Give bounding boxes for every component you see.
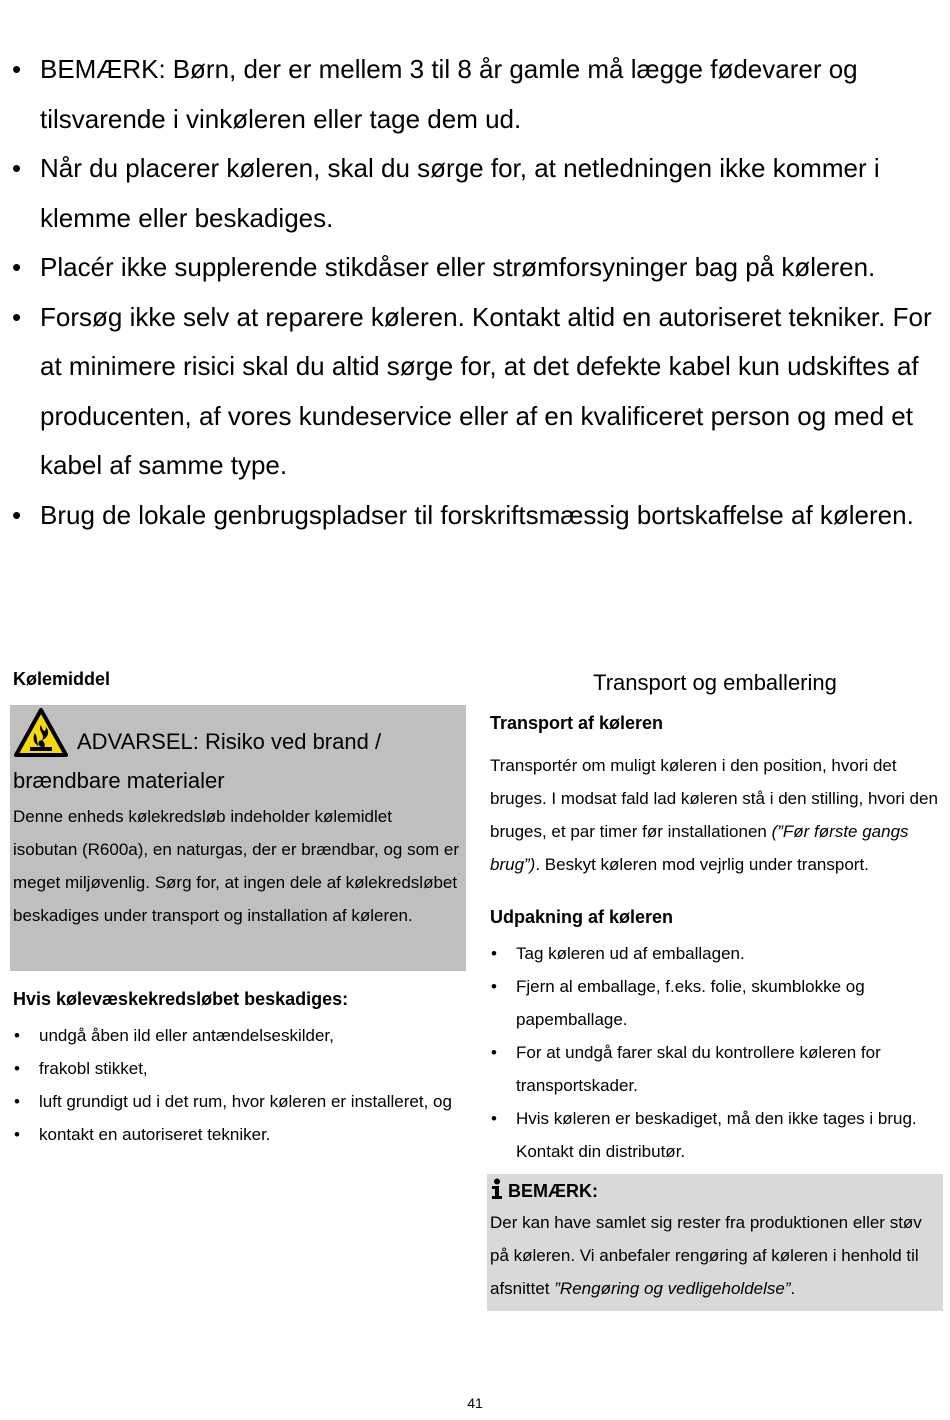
unpack-list [487, 937, 943, 1168]
info-icon [490, 1178, 504, 1200]
list-item [0, 293, 950, 491]
transport-paragraph [487, 749, 943, 881]
refrigerant-section [10, 665, 466, 1151]
list-item-text: Når du placerer køleren, skal du sørge for, at netledningen ikke kommer i klemme eller beskadiges. [40, 153, 880, 233]
note-box [487, 1174, 943, 1311]
note-text: Der kan have samlet sig rester fra produktionen eller støv på køleren. Vi anbefaler rengøring af køleren i henhold til afsnittet [490, 1213, 922, 1298]
warning-box [10, 705, 466, 971]
list-item-text: Børn, der er mellem 3 til 8 år gamle må lægge fødevarer og tilsvarende i vinkøleren eller tage dem ud. [40, 54, 858, 134]
list-item: • kontakt en autoriseret tekniker. [10, 1118, 466, 1151]
list-item: • Tag køleren ud af emballagen. [487, 937, 943, 970]
section-title: Transport og emballering [593, 670, 837, 695]
unpack-heading: Udpakning af køleren [490, 907, 674, 927]
warning-title-text: ADVARSEL: Risiko ved brand / brændbare materialer [13, 729, 382, 793]
note-text-end: . [790, 1279, 796, 1298]
list-item [0, 144, 950, 243]
list-item [0, 491, 950, 541]
transport-section [487, 665, 943, 1311]
transport-text-end: . Beskyt køleren mod vejrlig under transport. [535, 855, 869, 874]
list-item: • For at undgå farer skal du kontrollere køleren for transportskader. [487, 1036, 943, 1102]
page-number: 41 [467, 1395, 483, 1411]
list-item: • luft grundigt ud i det rum, hvor køleren er installeret, og [10, 1085, 466, 1118]
list-item: • undgå åben ild eller antændelseskilder, [10, 1019, 466, 1052]
note-label: BEMÆRK: [40, 54, 166, 84]
warning-body: Denne enheds kølekredsløb indeholder kølemidlet isobutan (R600a), en naturgas, der er brændbar, og som er meget miljøvenlig. Sørg for, at ingen dele af kølekredsløbet beskadiges under transport og installation af køleren. [13, 807, 460, 925]
warning-title [13, 707, 460, 800]
transport-heading: Transport af køleren [490, 713, 664, 733]
note-body [490, 1206, 939, 1305]
damage-heading: Hvis kølevæskekredsløbet beskadiges: [13, 989, 349, 1009]
flammable-warning-icon [13, 707, 69, 759]
safety-notes-list [0, 45, 950, 540]
list-item-text: Placér ikke supplerende stikdåser eller strømforsyninger bag på køleren. [40, 252, 876, 282]
list-item-text: Forsøg ikke selv at reparere køleren. Kontakt altid en autoriseret tekniker. For at minimere risici skal du altid sørge for, at det defekte kabel kun udskiftes af producenten, af vores kundeservice eller af en kvalificeret person og med et kabel af samme type. [40, 301, 932, 480]
list-item: • Fjern al emballage, f.eks. folie, skumblokke og papemballage. [487, 970, 943, 1036]
list-item [0, 45, 950, 144]
list-item: • Hvis køleren er beskadiget, må den ikke tages i brug. Kontakt din distributør. [487, 1102, 943, 1168]
damage-list [10, 1019, 466, 1151]
note-title [490, 1176, 939, 1206]
section-heading: Kølemiddel [13, 669, 111, 689]
transport-reference: (”Før første gangs brug”) [490, 822, 909, 874]
note-title-text: BEMÆRK: [508, 1181, 598, 1201]
note-reference: ”Rengøring og vedligeholdelse” [554, 1279, 791, 1298]
list-item-text: Brug de lokale genbrugspladser til forskriftsmæssig bortskaffelse af køleren. [40, 499, 914, 530]
list-item: • frakobl stikket, [10, 1052, 466, 1085]
transport-text: Transportér om muligt køleren i den position, hvori det bruges. I modsat fald lad køleren stå i den stilling, hvori den bruges, et par timer før installationen [490, 756, 938, 841]
list-item [0, 243, 950, 293]
